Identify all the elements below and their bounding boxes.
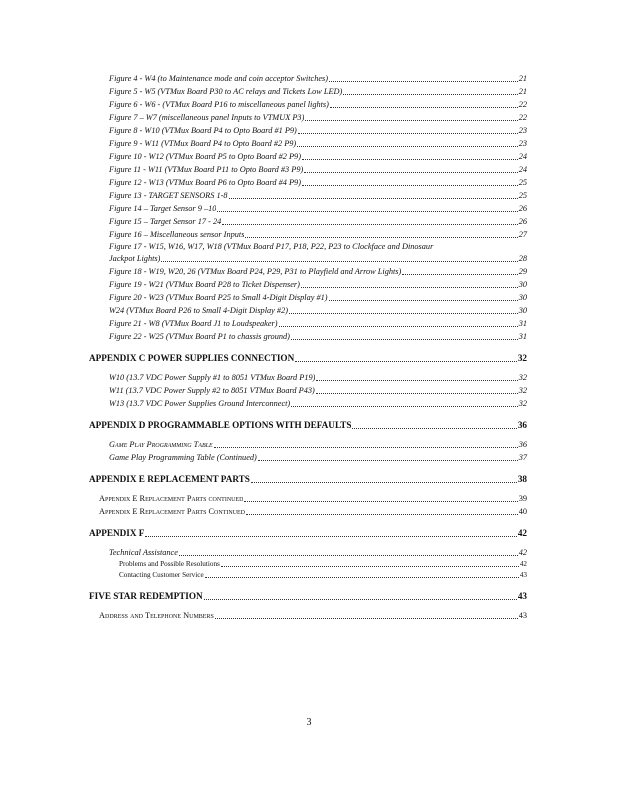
toc-entry[interactable]: Figure 6 - W6 - (VTMux Board P16 to miscellaneous panel lights) 22 <box>109 100 527 109</box>
toc-entry[interactable]: Figure 7 – W7 (miscellaneous panel Inputs to VTMUX P3) 22 <box>109 113 527 122</box>
toc-entry[interactable]: Problems and Possible Resolutions 42 <box>119 560 527 568</box>
toc-entry[interactable]: Figure 20 - W23 (VTMux Board P25 to Small 4-Digit Display #1) 30 <box>109 293 527 302</box>
toc-entry[interactable]: Figure 18 - W19, W20, 26 (VTMux Board P24, P29, P31 to Playfield and Arrow Lights) 29 <box>109 267 527 276</box>
toc-entry[interactable]: Technical Assistance 42 <box>109 548 527 557</box>
page-number: 3 <box>306 717 312 728</box>
toc-entry[interactable]: Figure 8 - W10 (VTMux Board P4 to Opto Board #1 P9) 23 <box>109 126 527 135</box>
toc-entry[interactable]: Figure 16 – Miscellaneous sensor Inputs 27 <box>109 230 527 239</box>
toc-entry[interactable]: Figure 12 - W13 (VTMux Board P6 to Opto Board #4 P9) 25 <box>109 178 527 187</box>
toc-entry[interactable]: Figure 19 - W21 (VTMux Board P28 to Ticket Dispenser) 30 <box>109 280 527 289</box>
toc-entry[interactable]: W10 (13.7 VDC Power Supply #1 to 8051 VTMux Board P19) 32 <box>109 373 527 382</box>
table-of-contents <box>89 72 527 622</box>
toc-entry[interactable]: W11 (13.7 VDC Power Supply #2 to 8051 VTMux Board P43) 32 <box>109 386 527 395</box>
toc-entry[interactable]: W24 (VTMux Board P26 to Small 4-Digit Display #2) 30 <box>109 306 527 315</box>
toc-heading-appendix-e[interactable]: APPENDIX E REPLACEMENT PARTS 38 <box>89 474 527 484</box>
toc-entry[interactable]: Figure 4 - W4 (to Maintenance mode and coin acceptor Switches) 21 <box>109 74 527 83</box>
toc-heading-appendix-c[interactable]: APPENDIX C POWER SUPPLIES CONNECTION 32 <box>89 353 527 363</box>
toc-entry[interactable]: Game Play Programming Table 36 <box>109 440 527 449</box>
toc-heading-appendix-f[interactable]: APPENDIX F 42 <box>89 528 527 538</box>
toc-entry[interactable]: Game Play Programming Table (Continued) 37 <box>109 453 527 462</box>
toc-entry[interactable]: Figure 15 – Target Sensor 17 - 24 26 <box>109 217 527 226</box>
toc-entry[interactable]: Figure 9 - W11 (VTMux Board P4 to Opto Board #2 P9) 23 <box>109 139 527 148</box>
toc-entry[interactable]: Figure 14 – Target Sensor 9 –10 26 <box>109 204 527 213</box>
toc-entry[interactable]: Figure 10 - W12 (VTMux Board P5 to Opto Board #2 P9) 24 <box>109 152 527 161</box>
toc-entry-figure-17[interactable]: Figure 17 - W15, W16, W17, W18 (VTMux Board P17, P18, P22, P23 to Clockface and Dinosaur Jackpot Lights) 28 <box>109 242 527 263</box>
toc-entry[interactable]: Figure 13 - TARGET SENSORS 1-8 25 <box>109 191 527 200</box>
toc-entry[interactable]: Figure 11 - W11 (VTMux Board P11 to Opto Board #3 P9) 24 <box>109 165 527 174</box>
toc-heading-appendix-d[interactable]: APPENDIX D PROGRAMMABLE OPTIONS WITH DEFAULTS 36 <box>89 420 527 430</box>
toc-entry[interactable]: W13 (13.7 VDC Power Supplies Ground Interconnect) 32 <box>109 399 527 408</box>
toc-entry[interactable]: Appendix E Replacement Parts continued 39 <box>99 494 527 503</box>
toc-entry[interactable]: Contacting Customer Service 43 <box>119 571 527 579</box>
toc-entry[interactable]: Figure 21 - W8 (VTMux Board J1 to Loudspeaker) 31 <box>109 319 527 328</box>
toc-entry[interactable]: Figure 22 - W25 (VTMux Board P1 to chassis ground) 31 <box>109 332 527 341</box>
toc-entry[interactable]: Appendix E Replacement Parts Continued 40 <box>99 507 527 516</box>
toc-entry[interactable]: Address and Telephone Numbers 43 <box>99 611 527 620</box>
toc-entry[interactable]: Figure 5 - W5 (VTMux Board P30 to AC relays and Tickets Low LED) 21 <box>109 87 527 96</box>
toc-heading-five-star[interactable]: FIVE STAR REDEMPTION 43 <box>89 591 527 601</box>
